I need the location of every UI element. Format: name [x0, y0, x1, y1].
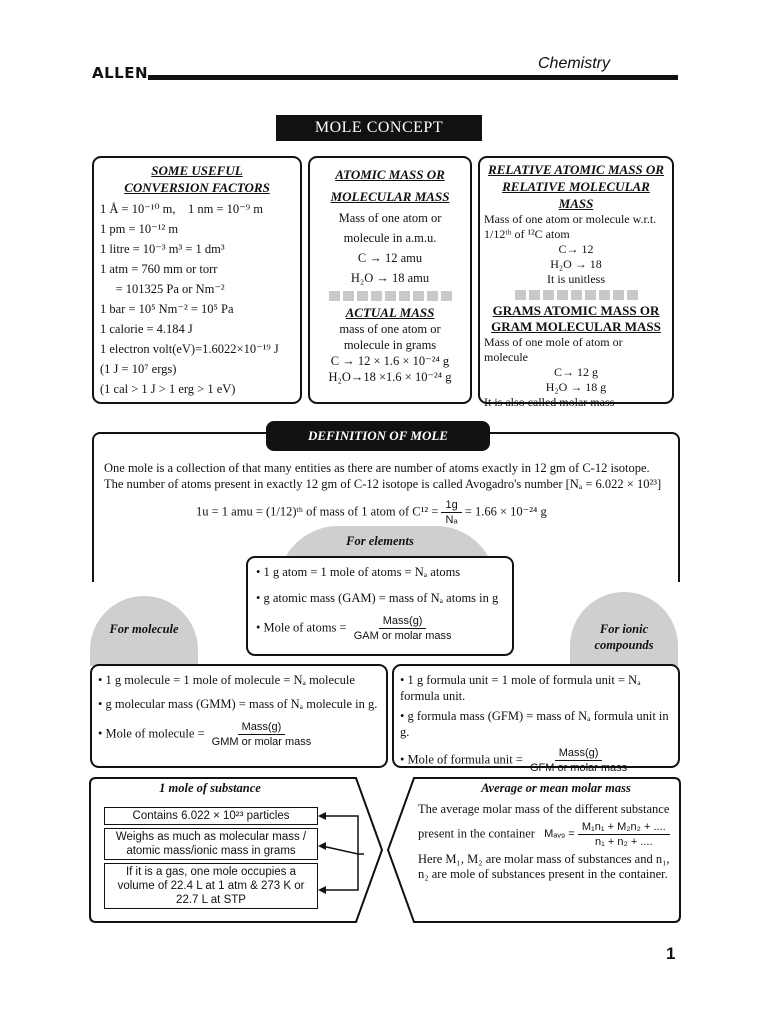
- atomic-heading-2: MOLECULAR MASS: [330, 189, 450, 204]
- ionic-fraction: [526, 746, 631, 775]
- actual-mass-line: C → 12 × 1.6 × 10⁻²⁴ g: [330, 354, 450, 368]
- relative-list: [484, 212, 668, 287]
- molecule-fraction: [208, 720, 316, 749]
- molecule-bullet-2: • g molecular mass (GMM) = mass of Nₐ molecule in g.: [98, 697, 378, 711]
- atomic-line: molecule in a.m.u.: [343, 231, 437, 245]
- conversion-line: 1 atm = 760 mm or torr: [100, 262, 218, 276]
- average-numerator: M₁n₁ + M₂n₂ + ....: [578, 820, 670, 835]
- ionic-mole-label: • Mole of formula unit =: [400, 752, 523, 767]
- conversion-line: (1 J = 10⁷ ergs): [100, 362, 177, 376]
- amu-equation: [196, 498, 547, 527]
- conversion-line: 1 electron volt(eV)=1.6022×10⁻¹⁹ J: [100, 342, 279, 356]
- average-line-1: The average molar mass of the different substance: [418, 802, 670, 816]
- ionic-box: [392, 664, 680, 774]
- elements-fraction: [350, 614, 456, 643]
- average-title: Average or mean molar mass: [481, 781, 631, 795]
- substance-arrows: [318, 806, 364, 906]
- relative-heading-1: RELATIVE ATOMIC MASS OR: [488, 162, 664, 177]
- molecule-denominator: GMM or molar mass: [211, 736, 312, 748]
- molecule-bullet-1: • 1 g molecule = 1 mole of molecule = Nₐ molecule: [98, 673, 355, 687]
- elements-mole-label: • Mole of atoms =: [256, 620, 347, 635]
- atomic-line: Mass of one atom or: [338, 211, 442, 225]
- relative-line: H₂O → 18: [550, 257, 602, 271]
- elements-bullet-1: • 1 g atom = 1 mole of atoms = Nₐ atoms: [256, 565, 461, 579]
- ionic-denominator: GFM or molar mass: [530, 762, 628, 774]
- gram-line: molecule: [484, 350, 528, 364]
- average-line-3: Here M₁, M₂ are molar mass of substances and n₁, n₂ are mole of substances present in the container.: [418, 852, 670, 881]
- actual-mass-line: H₂O→18 ×1.6 × 10⁻²⁴ g: [328, 370, 452, 384]
- header-rule: [148, 75, 678, 80]
- conversion-line: 1 Å = 10⁻¹⁰ m, 1 nm = 10⁻⁹ m: [100, 202, 263, 216]
- conversion-line: 1 bar = 10⁵ Nm⁻² = 10⁵ Pa: [100, 302, 234, 316]
- atomic-line: H₂O → 18 amu: [350, 271, 430, 285]
- relative-mass-box: [478, 156, 674, 409]
- actual-mass-line: molecule in grams: [343, 338, 437, 352]
- atomic-line: C → 12 amu: [357, 251, 423, 265]
- ionic-numerator: Mass(g): [555, 746, 603, 761]
- ionic-bullet-3: [400, 746, 672, 775]
- relative-line: C→ 12: [558, 242, 594, 256]
- gram-heading-1: GRAMS ATOMIC MASS OR: [492, 303, 660, 318]
- elements-label: For elements: [346, 534, 414, 548]
- relative-line: It is unitless: [546, 272, 605, 286]
- conversion-list: [100, 199, 294, 399]
- definition-line-1: One mole is a collection of that many entities as there are number of atoms exactly in 12 gm of C-12 isotope.: [104, 461, 650, 475]
- conversion-heading-1: SOME USEFUL: [151, 163, 243, 178]
- conversion-line: 1 calorie = 4.184 J: [100, 322, 193, 336]
- molar-mass-symbol: Mₐᵥ₉ =: [544, 828, 575, 841]
- substance-item-3: If it is a gas, one mole occupies a volume of 22.4 L at 1 atm & 273 K or 22.7 L at STP: [104, 863, 318, 909]
- brand-logo: ALLEN: [92, 64, 149, 82]
- gram-line: H₂O → 18 g: [545, 380, 607, 394]
- elements-bullet-3: [256, 614, 504, 643]
- gram-list: [484, 335, 668, 410]
- relative-line: Mass of one atom or molecule w.r.t.: [484, 212, 657, 226]
- page-number: 1: [666, 944, 676, 963]
- ionic-bullet-2: • g formula mass (GFM) = mass of Nₐ formula unit in g.: [400, 709, 669, 739]
- relative-heading-2: RELATIVE MOLECULAR MASS: [502, 179, 650, 211]
- conversion-line: (1 cal > 1 J > 1 erg > 1 eV): [100, 382, 236, 396]
- elements-denominator: GAM or molar mass: [353, 630, 452, 642]
- average-frame: [384, 776, 684, 924]
- gram-line: It is also called molar mass: [484, 395, 615, 409]
- substance-item-1: Contains 6.022 × 10²³ particles: [104, 807, 318, 825]
- elements-numerator: Mass(g): [379, 614, 427, 629]
- amu-fraction: [441, 498, 461, 527]
- conversion-line: = 101325 Pa or Nm⁻²: [100, 282, 225, 296]
- molecule-box: [90, 664, 388, 768]
- molecule-mole-label: • Mole of molecule =: [98, 726, 205, 741]
- gram-line: C→ 12 g: [553, 365, 598, 379]
- molecule-bullet-3: [98, 720, 380, 749]
- substance-item-2: Weighs as much as molecular mass / atomic mass/ionic mass in grams: [104, 828, 318, 860]
- atomic-list: [314, 208, 466, 288]
- amu-denominator: Nₐ: [445, 514, 458, 526]
- actual-mass-line: mass of one atom or: [339, 322, 441, 336]
- atomic-heading-1: ATOMIC MASS OR: [335, 167, 445, 182]
- separator: [484, 290, 668, 300]
- elements-box: [246, 556, 514, 656]
- average-line-2: present in the container: [418, 826, 535, 841]
- ionic-bullet-1: • 1 g formula unit = 1 mole of formula unit = Nₐ formula unit.: [400, 673, 641, 703]
- separator: [314, 291, 466, 301]
- ionic-label-1: For ionic: [599, 622, 649, 636]
- amu-right: = 1.66 × 10⁻²⁴ g: [464, 504, 547, 519]
- subject-title: Chemistry: [538, 55, 611, 72]
- amu-numerator: 1g: [441, 498, 461, 513]
- molecule-label: For molecule: [109, 622, 179, 636]
- average-denominator: n₁ + n₂ + ....: [595, 836, 653, 848]
- relative-line: 1/12ᵗʰ of ¹²C atom: [484, 227, 570, 241]
- conversion-factors-box: [92, 156, 302, 404]
- substance-title: 1 mole of substance: [159, 781, 261, 795]
- amu-left: 1u = 1 amu = (1/12)ᵗʰ of mass of 1 atom of C¹² =: [196, 504, 439, 519]
- definition-title: DEFINITION OF MOLE: [266, 421, 490, 451]
- definition-line-2: The number of atoms present in exactly 12 gm of C-12 isotope is called Avogadro's number [Nₐ = 6.022 × 10²³]: [104, 477, 662, 491]
- actual-mass-list: [314, 321, 466, 385]
- ionic-label-2: compounds: [594, 638, 654, 652]
- atomic-mass-box: [308, 156, 472, 404]
- page-title: MOLE CONCEPT: [276, 115, 482, 141]
- conversion-line: 1 pm = 10⁻¹² m: [100, 222, 179, 236]
- average-fraction: [578, 820, 670, 849]
- actual-mass-heading: ACTUAL MASS: [345, 305, 435, 320]
- average-equation: [418, 820, 680, 849]
- gram-line: Mass of one mole of atom or: [484, 335, 623, 349]
- molecule-numerator: Mass(g): [238, 720, 286, 735]
- conversion-heading-2: CONVERSION FACTORS: [124, 180, 270, 195]
- gram-heading-2: GRAM MOLECULAR MASS: [491, 319, 661, 334]
- conversion-line: 1 litre = 10⁻³ m³ = 1 dm³: [100, 242, 225, 256]
- elements-bullet-2: • g atomic mass (GAM) = mass of Nₐ atoms in g: [256, 591, 499, 605]
